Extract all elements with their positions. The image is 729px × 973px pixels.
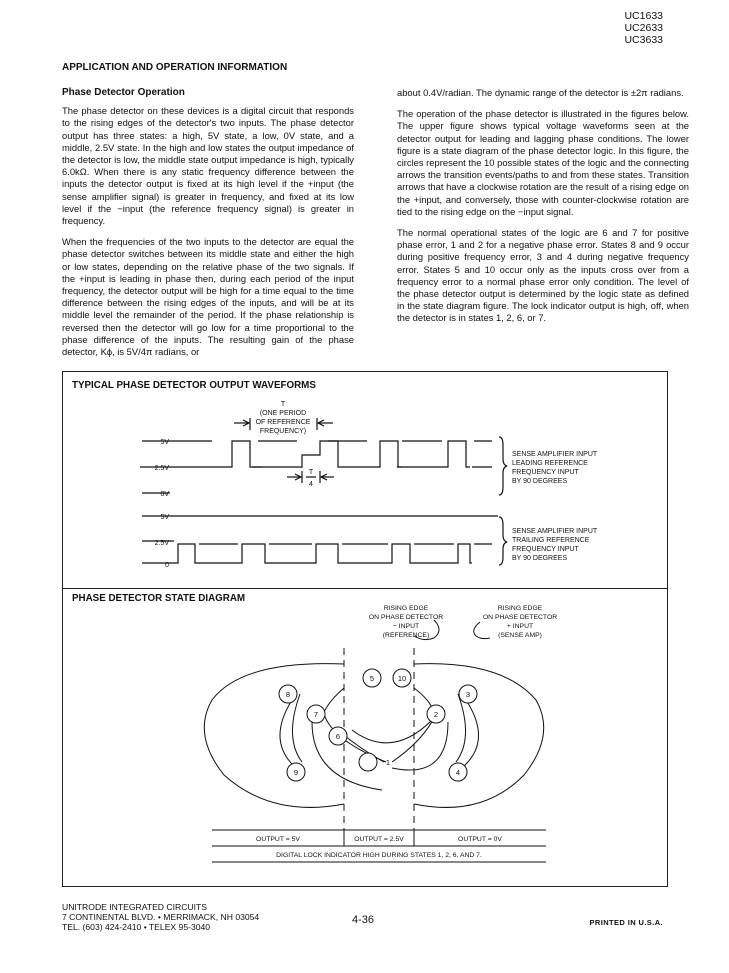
transition — [392, 722, 448, 770]
upper-waveform — [140, 441, 470, 467]
lower-note: SENSE AMPLIFIER INPUT — [512, 528, 598, 535]
waveforms-title: TYPICAL PHASE DETECTOR OUTPUT WAVEFORMS — [72, 380, 316, 391]
transition — [352, 720, 432, 743]
paragraph: about 0.4V/radian. The dynamic range of the detector is ±2π radians. — [397, 87, 684, 98]
paragraph: The operation of the phase detector is illustrated in the figures below. The upper figure shows typical voltage waveforms seen at the detector output for leading and lagging phase conditions. The lower figure is a state diagram of the phase detector logic. In this figure, the circles represent the 10 possible states of the logic and the connecting arrows the transition events/paths to and from these states. Transition arrows that have a clockwise rotation are the result of a rising edge on the +input, and conversely, those with counter-clockwise rotation are tied to the rising edge on the −input signal. — [397, 108, 689, 217]
plus-input-label: (SENSE AMP) — [498, 632, 542, 639]
state-label: 9 — [293, 768, 299, 777]
state-label: 2 — [433, 710, 439, 719]
period-label: (ONE PERIOD — [259, 410, 307, 417]
transition — [324, 688, 344, 712]
footer-company — [62, 902, 259, 932]
upper-brace — [499, 437, 507, 495]
state-diagram — [62, 590, 668, 884]
state-label: 10 — [397, 674, 407, 683]
level-label: 0 — [165, 562, 169, 569]
output-label: OUTPUT = 5V — [256, 836, 300, 843]
state-label: 7 — [313, 710, 319, 719]
waveforms-figure — [62, 371, 668, 589]
lower-note: FREQUENCY INPUT — [512, 546, 579, 553]
plus-input-label: RISING EDGE — [497, 605, 543, 612]
upper-note: LEADING REFERENCE — [512, 460, 588, 467]
state-label: 1 — [385, 758, 391, 767]
level-label: 2.5V — [154, 540, 169, 547]
lower-waveform — [142, 544, 472, 563]
company-line: UNITRODE INTEGRATED CIRCUITS — [62, 902, 207, 912]
period-label: FREQUENCY) — [259, 428, 307, 435]
subheading: Phase Detector Operation — [62, 87, 185, 98]
company-line: TEL. (603) 424-2410 • TELEX 95-3040 — [62, 922, 211, 932]
paragraph: The phase detector on these devices is a digital circuit that responds to the rising edges of the detector's two inputs. The phase detector output has three states: a high, 5V state, a low, 0V state, and a middle, 2.5V state. In the high and low states the output impedance of the detector is low, the middle state output impedance is high, typically 6.0kΩ. When there is any static frequency difference between the inputs the detector output is fixed at its high level if the +input (the sense amplifier signal) is greater in frequency, and fixed at its low level if the −input (the reference frequency signal) is greater in frequency. — [62, 105, 354, 227]
transition — [280, 700, 294, 766]
part-number: UC3633 — [624, 34, 663, 46]
part-numbers — [624, 10, 663, 46]
output-label: OUTPUT = 2.5V — [354, 836, 404, 843]
upper-note: FREQUENCY INPUT — [512, 469, 579, 476]
state-label: 6 — [335, 732, 341, 741]
level-label: 5V — [160, 439, 169, 446]
left-column — [62, 87, 354, 367]
plus-input-arrow — [474, 622, 490, 639]
lower-note: BY 90 DEGREES — [512, 555, 568, 562]
upper-note: BY 90 DEGREES — [512, 478, 568, 485]
left-outer-loop — [204, 664, 344, 808]
upper-note: SENSE AMPLIFIER INPUT — [512, 451, 598, 458]
transition — [292, 694, 302, 762]
output-label: OUTPUT = 0V — [458, 836, 502, 843]
part-number: UC1633 — [624, 10, 663, 22]
minus-input-label: (REFERENCE) — [382, 632, 430, 639]
minus-input-label: RISING EDGE — [383, 605, 429, 612]
section-title: APPLICATION AND OPERATION INFORMATION — [62, 62, 288, 73]
paragraph: When the frequencies of the two inputs to the detector are equal the phase detector switches between its middle state and either the high or low states, depending on the relative phase of the two signals. If the +input is leading in phase then, during each period of the input frequency, the detector output will be high for a time equal to the time difference between the rising edges of the inputs, and will be at its middle level the remainder of the period. If the phase relationship is reversed then the detector will go low for a time proportional to the phase difference of the inputs. The resulting gain of the phase detector, Kϕ, is 5V/4π radians, or — [62, 236, 354, 358]
state-circle — [359, 753, 377, 771]
plus-input-label: + INPUT — [506, 623, 534, 630]
state-label: 5 — [369, 674, 375, 683]
minus-input-label: ON PHASE DETECTOR — [368, 614, 444, 621]
page-number: 4-36 — [352, 914, 375, 926]
printed-note: PRINTED IN U.S.A. — [589, 918, 663, 927]
transition — [464, 700, 479, 766]
quarter-numerator: T — [308, 469, 314, 476]
company-line: 7 CONTINENTAL BLVD. • MERRIMACK, NH 03054 — [62, 912, 260, 922]
period-label: OF REFERENCE — [255, 419, 311, 426]
state-label: 8 — [285, 690, 291, 699]
lower-brace — [499, 517, 507, 565]
transition — [456, 694, 466, 762]
quarter-denominator: 4 — [309, 481, 313, 488]
level-label: 5V — [160, 514, 169, 521]
state-diagram-title: PHASE DETECTOR STATE DIAGRAM — [72, 593, 246, 604]
right-column — [397, 87, 689, 334]
lock-note: DIGITAL LOCK INDICATOR HIGH DURING STATES 1, 2, 6, AND 7. — [276, 852, 482, 859]
level-label: 2.5V — [154, 465, 169, 472]
period-label: T — [280, 401, 286, 408]
state-label: 4 — [455, 768, 461, 777]
level-label: 0V — [160, 491, 169, 498]
plus-input-label: ON PHASE DETECTOR — [482, 614, 558, 621]
part-number: UC2633 — [624, 22, 663, 34]
minus-input-label: − INPUT — [392, 623, 420, 630]
lower-note: TRAILING REFERENCE — [512, 537, 590, 544]
paragraph: The normal operational states of the logic are 6 and 7 for positive phase error, 1 and 2 for a negative phase error. States 8 and 9 occur during positive frequency error, 3 and 4 during negative frequency error. States 5 and 10 occur only as the inputs cross over from a frequency error to a normal phase error only condition. The level of the phase detector output is determined by the logic state as defined in the state diagram figure. The lock indicator output is high, off, when the detector is in states 1, 2, 6, or 7. — [397, 227, 689, 324]
state-label: 3 — [465, 690, 471, 699]
